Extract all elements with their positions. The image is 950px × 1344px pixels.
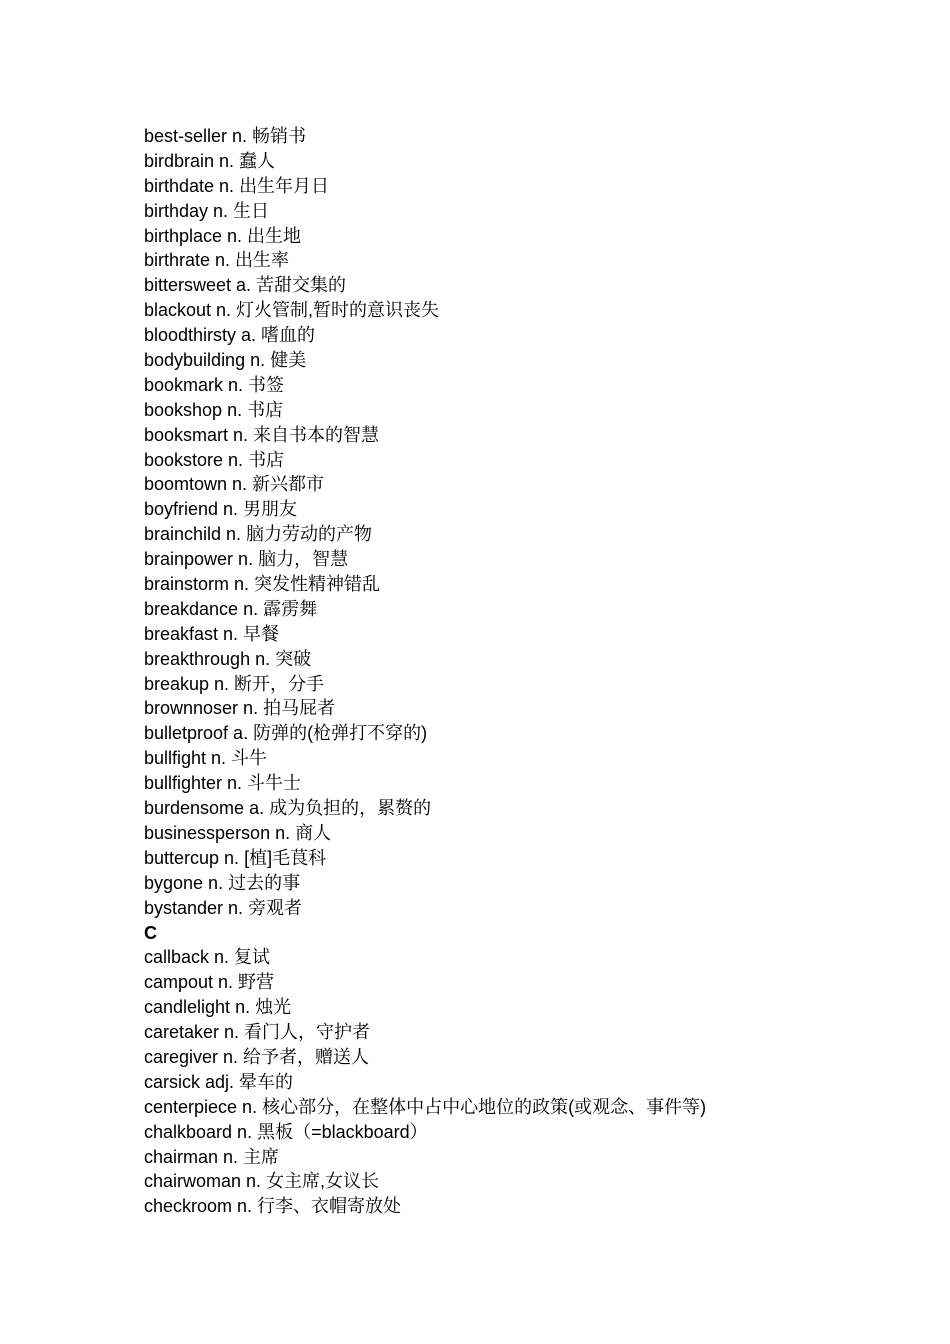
word-entry: breakdance n. 霹雳舞: [144, 598, 318, 619]
word-entry: bittersweet a. 苦甜交集的: [144, 275, 347, 296]
word-entry: birthrate n. 出生率: [144, 250, 290, 271]
word-entry: booksmart n. 来自书本的智慧: [144, 424, 380, 445]
word-entry: bookstore n. 书店: [144, 449, 285, 470]
word-entry: bloodthirsty a. 嗜血的: [144, 325, 316, 346]
word-entry: bullfighter n. 斗牛士: [144, 773, 302, 794]
word-entry: bygone n. 过去的事: [144, 872, 301, 893]
word-entry: campout n. 野营: [144, 972, 275, 993]
word-entry: breakup n. 断开，分手: [144, 673, 325, 694]
word-entry: burdensome a. 成为负担的，累赘的: [144, 798, 432, 819]
word-entry: boomtown n. 新兴都市: [144, 474, 325, 495]
word-entry: checkroom n. 行李、衣帽寄放处: [144, 1196, 402, 1217]
word-entry: buttercup n. [植]毛茛科: [144, 847, 327, 868]
word-entry: bookmark n. 书签: [144, 374, 285, 395]
word-entry: bystander n. 旁观者: [144, 897, 303, 918]
word-entry: brainpower n. 脑力，智慧: [144, 549, 349, 570]
word-entry: caregiver n. 给予者，赠送人: [144, 1046, 370, 1067]
word-entry: brownnoser n. 拍马屁者: [144, 698, 336, 719]
section-letter-heading: C: [144, 922, 157, 943]
word-entry: boyfriend n. 男朋友: [144, 499, 298, 520]
word-entry: bodybuilding n. 健美: [144, 350, 307, 371]
word-entry: brainstorm n. 突发性精神错乱: [144, 574, 381, 595]
word-entry: chairman n. 主席: [144, 1146, 280, 1167]
word-entry: chalkboard n. 黑板（=blackboard）: [144, 1121, 428, 1142]
word-entry: centerpiece n. 核心部分，在整体中占中心地位的政策(或观念、事件等): [144, 1096, 707, 1117]
word-entry: bullfight n. 斗牛: [144, 748, 268, 769]
word-entry: caretaker n. 看门人，守护者: [144, 1022, 371, 1043]
word-entry: breakfast n. 早餐: [144, 623, 280, 644]
word-entry: birdbrain n. 蠢人: [144, 150, 276, 171]
word-entry: blackout n. 灯火管制,暂时的意识丧失: [144, 300, 440, 321]
word-entry: carsick adj. 晕车的: [144, 1071, 294, 1092]
word-entry: chairwoman n. 女主席,女议长: [144, 1171, 380, 1192]
word-list: [144, 124, 904, 1219]
word-entry: best-seller n. 畅销书: [144, 126, 307, 146]
word-entry: bookshop n. 书店: [144, 399, 284, 420]
word-entry: birthdate n. 出生年月日: [144, 175, 330, 196]
word-entry: businessperson n. 商人: [144, 822, 332, 843]
word-entry: bulletproof a. 防弹的(枪弹打不穿的): [144, 723, 428, 744]
word-entry: birthplace n. 出生地: [144, 225, 302, 246]
word-entry: brainchild n. 脑力劳动的产物: [144, 524, 373, 545]
word-entry: callback n. 复试: [144, 947, 271, 968]
word-entry: breakthrough n. 突破: [144, 648, 312, 669]
word-entry: candlelight n. 烛光: [144, 997, 292, 1018]
word-entry: birthday n. 生日: [144, 200, 270, 221]
